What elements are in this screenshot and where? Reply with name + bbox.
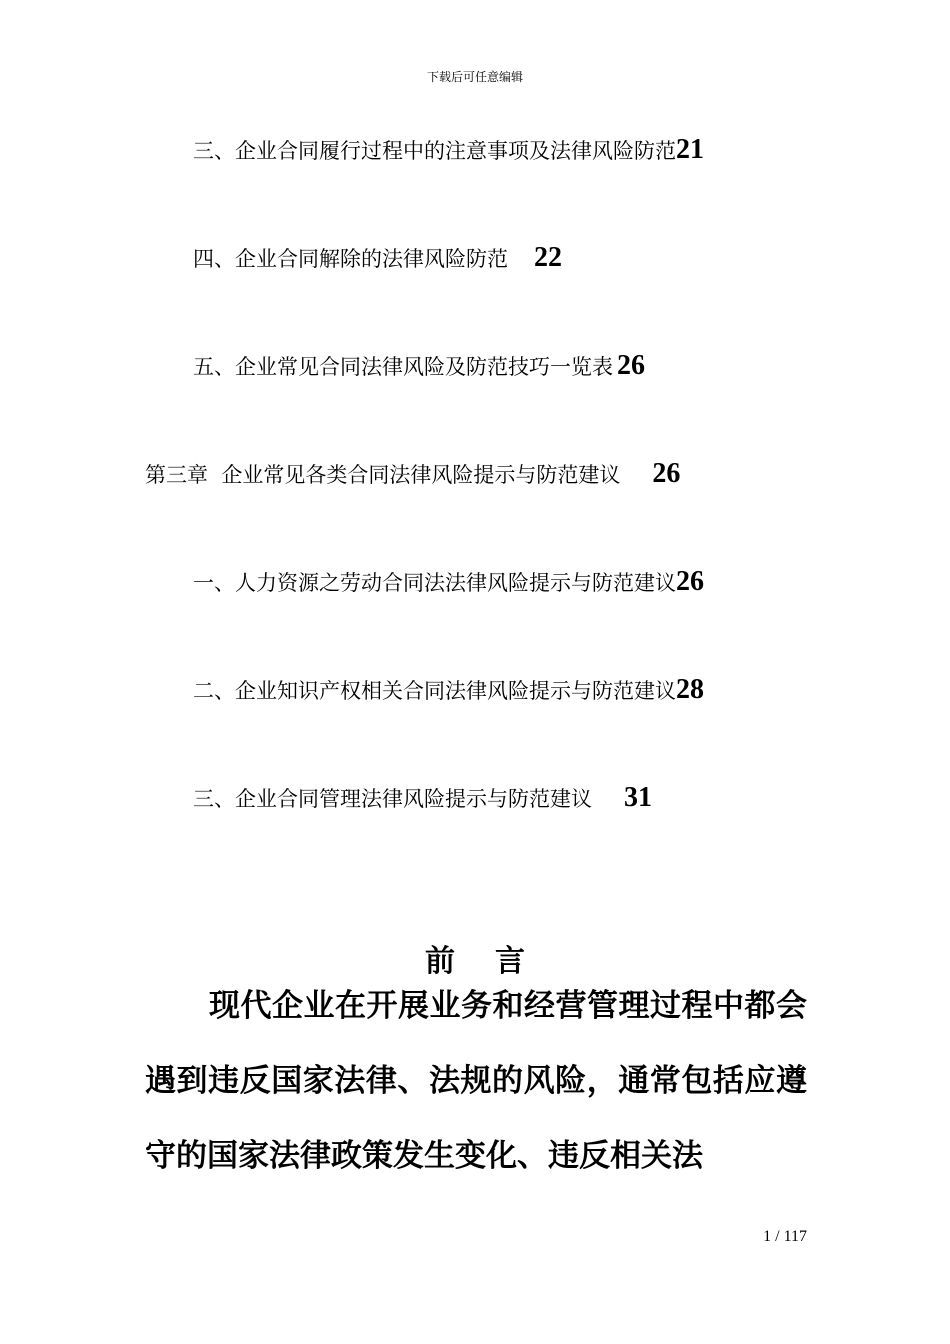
toc-entry[interactable] [193, 351, 645, 381]
toc-entry[interactable] [193, 567, 704, 597]
toc-entry-page: 26 [617, 350, 645, 381]
toc-entry-page: 21 [676, 134, 704, 165]
page-number: 1 / 117 [763, 1228, 807, 1245]
toc-entry-page: 28 [676, 674, 704, 705]
toc-entry[interactable] [193, 243, 562, 273]
toc-entry-title: 三、企业合同管理法律风险提示与防范建议 [193, 787, 592, 811]
toc-chapter-entry[interactable] [145, 459, 680, 489]
toc-entry-page: 22 [534, 242, 562, 273]
preface-title: 前言 [425, 944, 565, 979]
toc-entry-title: 一、人力资源之劳动合同法法律风险提示与防范建议 [193, 571, 676, 595]
toc-entry[interactable] [193, 675, 704, 705]
toc-entry-title: 三、企业合同履行过程中的注意事项及法律风险防范 [193, 139, 676, 163]
toc-entry-title: 第三章 企业常见各类合同法律风险提示与防范建议 [145, 463, 621, 487]
page-header-note: 下载后可任意编辑 [426, 70, 523, 84]
toc-entry[interactable] [193, 783, 652, 813]
toc-entry-title: 四、企业合同解除的法律风险防范 [193, 247, 508, 271]
toc-entry-page: 26 [676, 566, 704, 597]
toc-entry-page: 31 [624, 782, 652, 813]
toc-entry-title: 二、企业知识产权相关合同法律风险提示与防范建议 [193, 679, 676, 703]
toc-entry-page: 26 [652, 458, 681, 489]
toc-entry[interactable] [193, 135, 704, 165]
preface-body: 现代企业在开展业务和经营管理过程中都会遇到违反国家法律、法规的风险，通常包括应遵守的国家法律政策发生变化、违反相关法 [145, 988, 807, 1174]
toc-entry-title: 五、企业常见合同法律风险及防范技巧一览表 [193, 355, 613, 379]
